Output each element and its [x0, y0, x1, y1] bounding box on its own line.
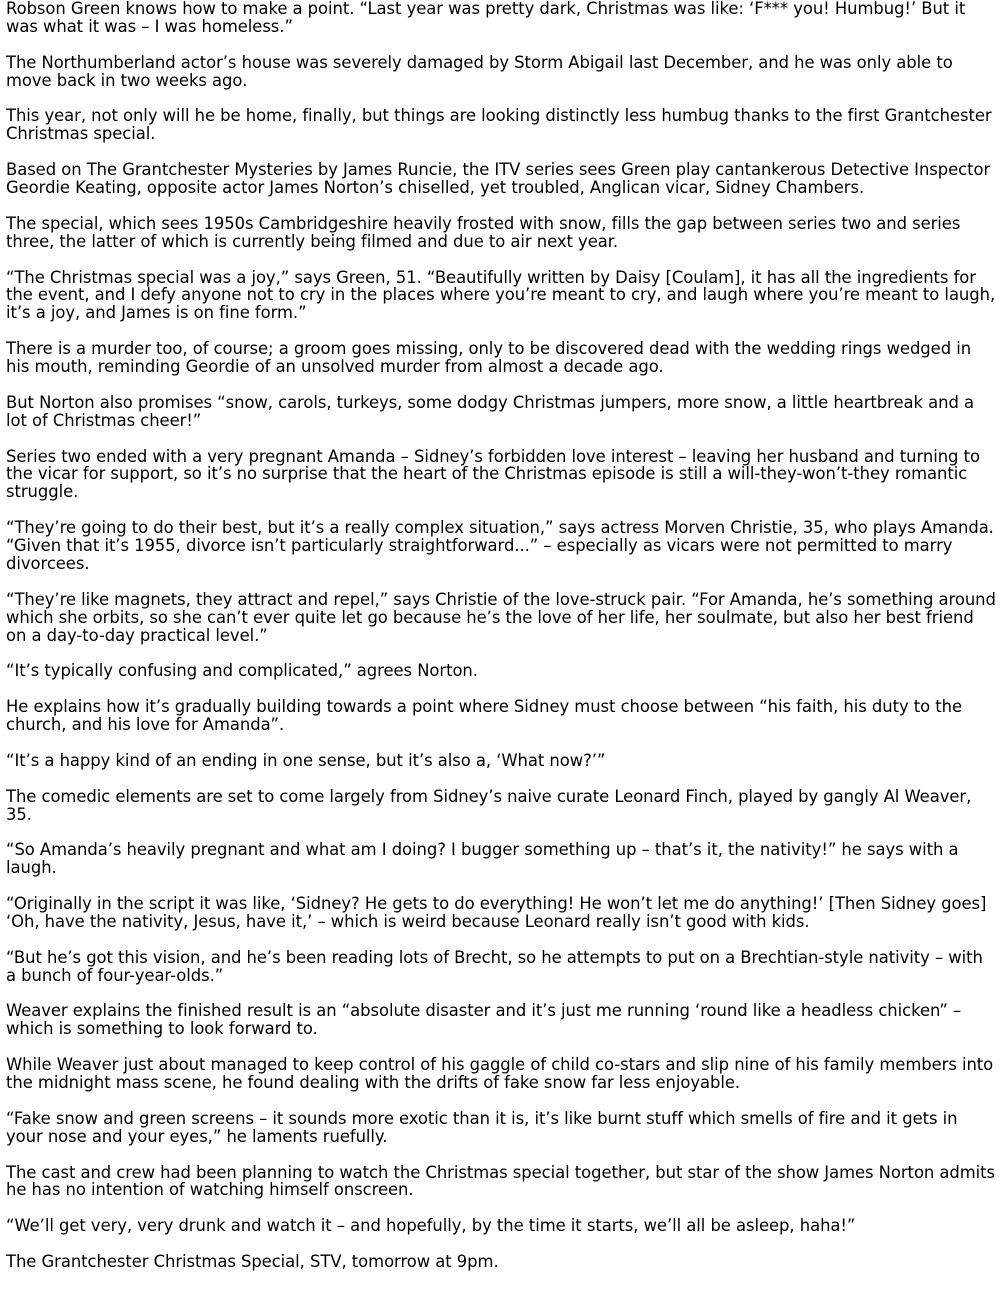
paragraph-16: “So Amanda’s heavily pregnant and what am I doing? I bugger something up – that’s it, the nativity!” he says with a laugh.: [6, 840, 959, 878]
paragraph-2: The Northumberland actor’s house was severely damaged by Storm Abigail last December, and he was only able to move back in two weeks ago.: [6, 52, 953, 90]
paragraph-8: But Norton also promises “snow, carols, turkeys, some dodgy Christmas jumpers, more snow, a little heartbreak and a lot of Christmas cheer!”: [6, 392, 974, 430]
article-body: [6, 0, 996, 1289]
paragraph-15: The comedic elements are set to come largely from Sidney’s naive curate Leonard Finch, played by gangly Al Weaver, 35.: [6, 786, 972, 824]
paragraph-11: “They’re like magnets, they attract and repel,” says Christie of the love-struck pair. “For Amanda, he’s something around which she orbits, so she can’t ever quite let go because he’s the love of her life, her soulmate, but also her best friend on a day-to-day practical level.”: [6, 589, 996, 645]
paragraph-14: “It’s a happy kind of an ending in one sense, but it’s also a, ‘What now?’”: [6, 750, 606, 770]
paragraph-9: Series two ended with a very pregnant Amanda – Sidney’s forbidden love interest – leaving her husband and turning to the vicar for support, so it’s no surprise that the heart of the Christmas episode is still a will-they-won’t-they romantic struggle.: [6, 446, 980, 502]
paragraph-7: There is a murder too, of course; a groom goes missing, only to be discovered dead with the wedding rings wedged in his mouth, reminding Geordie of an unsolved murder from almost a decade ago.: [6, 339, 972, 377]
paragraph-5: The special, which sees 1950s Cambridgeshire heavily frosted with snow, fills the gap between series two and series three, the latter of which is currently being filmed and due to air next year.: [6, 213, 961, 251]
paragraph-13: He explains how it’s gradually building towards a point where Sidney must choose between “his faith, his duty to the church, and his love for Amanda”.: [6, 697, 963, 735]
paragraph-23: “We’ll get very, very drunk and watch it – and hopefully, by the time it starts, we’ll all be asleep, haha!”: [6, 1216, 856, 1236]
paragraph-21: “Fake snow and green screens – it sounds more exotic than it is, it’s like burnt stuff which smells of fire and it gets in your nose and your eyes,” he laments ruefully.: [6, 1108, 958, 1146]
paragraph-18: “But he’s got this vision, and he’s been reading lots of Brecht, so he attempts to put on a Brechtian-style nativity – with a bunch of four-year-olds.”: [6, 947, 983, 985]
paragraph-4: Based on The Grantchester Mysteries by James Runcie, the ITV series sees Green play cantankerous Detective Inspector Geordie Keating, opposite actor James Norton’s chiselled, yet troubled, Anglican vicar, Sidney Chambers.: [6, 160, 991, 198]
paragraph-17: “Originally in the script it was like, ‘Sidney? He gets to do everything! He won’t let me do anything!’ [Then Sidney goes] ‘Oh, have the nativity, Jesus, have it,’ – which is weird because Leonard really isn’t good with kids.: [6, 894, 987, 931]
paragraph-19: Weaver explains the finished result is an “absolute disaster and it’s just me running ‘round like a headless chicken” – which is something to look forward to.: [6, 1001, 962, 1039]
paragraph-24: The Grantchester Christmas Special, STV, tomorrow at 9pm.: [6, 1252, 499, 1272]
paragraph-22: The cast and crew had been planning to watch the Christmas special together, but star of the show James Norton admits he has no intention of watching himself onscreen.: [6, 1162, 996, 1200]
paragraph-10: “They’re going to do their best, but it’s a really complex situation,” says actress Morven Christie, 35, who plays Amanda. “Given that it’s 1955, divorce isn’t particularly straightforward...” – especially as vicars were not permitted to marry divorcees.: [6, 518, 994, 573]
paragraph-12: “It’s typically confusing and complicated,” agrees Norton.: [6, 661, 478, 681]
paragraph-20: While Weaver just about managed to keep control of his gaggle of child co-stars and slip nine of his family members into the midnight mass scene, he found dealing with the drifts of fake snow far less enjoyable.: [6, 1055, 994, 1093]
paragraph-1: Robson Green knows how to make a point. “Last year was pretty dark, Christmas was like: ‘F*** you! Humbug!’ But it was what it was – I was homeless.”: [6, 0, 966, 36]
paragraph-3: This year, not only will he be home, finally, but things are looking distinctly less humbug thanks to the first Grantchester Christmas special.: [6, 106, 992, 144]
paragraph-6: “The Christmas special was a joy,” says Green, 51. “Beautifully written by Daisy [Coulam], it has all the ingredients for the event, and I defy anyone not to cry in the places where you’re meant to cry, and laugh where you’re meant to laugh, it’s a joy, and James is on fine form.”: [6, 267, 996, 323]
